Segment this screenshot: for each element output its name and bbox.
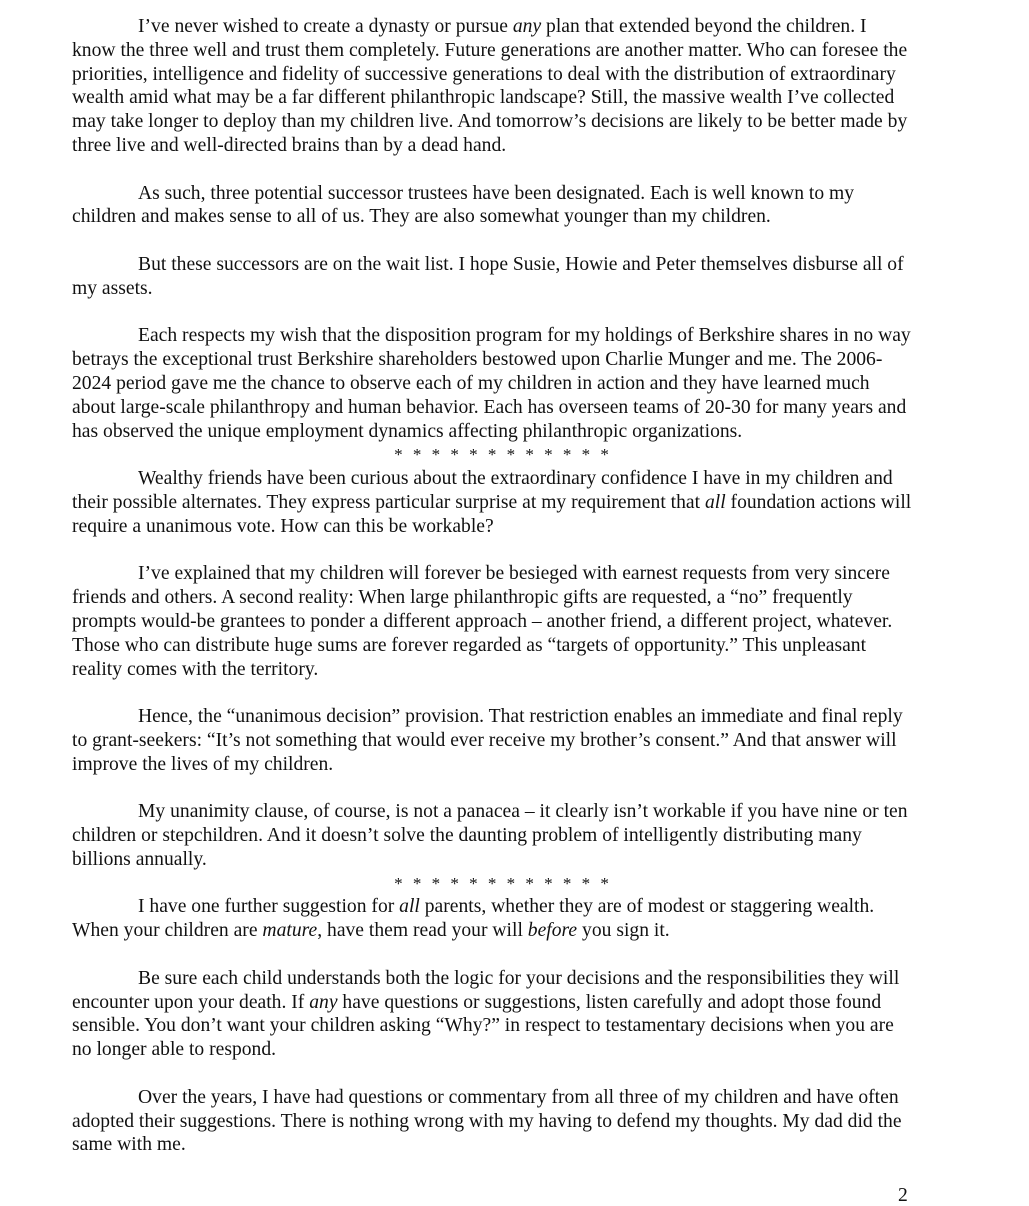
text-segment: Wealthy friends have been curious about the extraordinary confidence I have in my children and their possible alternates. They express particular surprise at my requirement that: [72, 468, 893, 513]
paragraph: [72, 253, 912, 301]
paragraph: [72, 562, 912, 681]
italic-emphasis: mature: [262, 920, 318, 942]
italic-emphasis: any: [309, 991, 338, 1013]
text-segment: Hence, the “unanimous decision” provision. That restriction enables an immediate and final reply to grant-seekers: “It’s not something that would ever receive my brother’s consent.” And that answer will improve the lives of my children.: [72, 706, 903, 775]
text-segment: you sign it.: [577, 920, 670, 942]
page-number: 2: [898, 1185, 908, 1206]
italic-emphasis: all: [399, 896, 420, 918]
text-segment: I’ve explained that my children will forever be besieged with earnest requests from very sincere friends and others. A second reality: When large philanthropic gifts are requested, a “no” frequently prompts would-be grantees to ponder a different approach – another friend, a different project, whatever. Those who can distribute huge sums are forever regarded as “targets of opportunity.” This unpleasant reality comes with the territory.: [72, 563, 893, 680]
text-segment: Over the years, I have had questions or commentary from all three of my children and have often adopted their suggestions. There is nothing wrong with my having to defend my thoughts. My dad did the same with me.: [72, 1086, 902, 1156]
paragraph: [72, 182, 912, 230]
paragraph: [72, 15, 912, 158]
text-segment: plan that extended beyond the children. I know the three well and trust them completely. Future generations are another matter. Who can foresee the priorities, intelligence and fidelity of successive generations to deal with the distribution of extraordinary wealth amid what may be a far different philanthropic landscape? Still, the massive wealth I’ve collected may take longer to deploy than my children live. And tomorrow’s decisions are likely to be better made by three live and well-directed brains than by a dead hand.: [72, 16, 908, 156]
section-separator: * * * * * * * * * * * *: [394, 445, 612, 465]
text-segment: parents, whether they are of modest or staggering wealth. When your children are: [72, 896, 875, 942]
text-segment: As such, three potential successor trustees have been designated. Each is well known to my children and makes sense to all of us. They are also somewhat younger than my children.: [72, 182, 855, 228]
italic-emphasis: before: [527, 920, 578, 942]
section-separator: * * * * * * * * * * * *: [394, 873, 612, 893]
text-segment: I’ve never wished to create a dynasty or pursue: [138, 16, 513, 37]
text-segment: , have them read your will: [317, 920, 528, 942]
paragraph: [72, 705, 912, 776]
paragraph: [72, 967, 912, 1062]
italic-emphasis: any: [512, 16, 542, 37]
italic-emphasis: all: [704, 491, 726, 513]
paragraph: [72, 467, 912, 538]
paragraph: [72, 324, 912, 443]
text-segment: Each respects my wish that the disposition program for my holdings of Berkshire shares in no way betrays the exceptional trust Berkshire shareholders bestowed upon Charlie Munger and me. The 2006-2024 period gave me the chance to observe each of my children in action and they have learned much about large-scale philanthropy and human behavior. Each has overseen teams of 20-30 for many years and has observed the unique employment dynamics affecting philanthropic organizations.: [72, 325, 911, 442]
paragraph: [72, 895, 912, 943]
text-segment: foundation actions will require a unanimous vote. How can this be workable?: [72, 491, 912, 537]
text-segment: Be sure each child understands both the logic for your decisions and the responsibilities they will encounter upon your death. If: [72, 967, 900, 1013]
paragraph: [72, 800, 912, 871]
text-segment: But these successors are on the wait list. I hope Susie, Howie and Peter themselves disburse all of my assets.: [72, 253, 904, 299]
text-segment: have questions or suggestions, listen carefully and adopt those found sensible. You don’t want your children asking “Why?” in respect to testamentary decisions when you are no longer able to respond.: [72, 991, 894, 1061]
document-body: [72, 15, 912, 1157]
paragraph: [72, 1086, 912, 1157]
text-segment: My unanimity clause, of course, is not a panacea – it clearly isn’t workable if you have nine or ten children or stepchildren. And it doesn’t solve the daunting problem of intelligently distributing many billions annually.: [72, 801, 908, 870]
text-segment: I have one further suggestion for: [138, 896, 400, 918]
